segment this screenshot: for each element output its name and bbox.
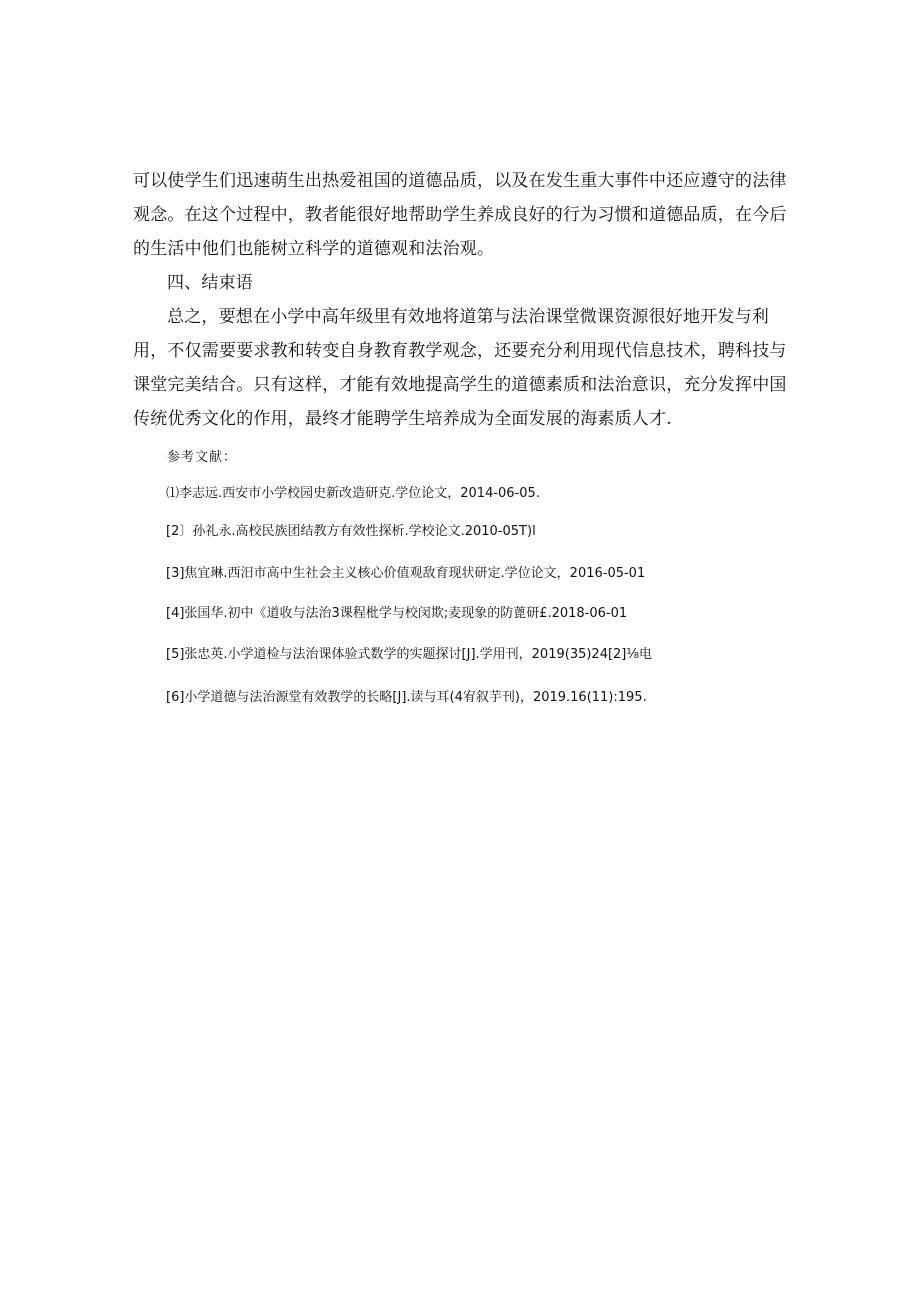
body-paragraph-continuation: 可以使学生们迅速萌生出热爱祖国的道德品质，以及在发生重大事件中还应遵守的法律观念。在这个过程中，教者能很好地帮助学生养成良好的行为习惯和道德品质，在今后的生活中他们也能树立科学的道德观和法治观。 [133,171,787,259]
section-heading-conclusion: 四、结束语 [167,273,253,293]
body-paragraph-conclusion: 总之，要想在小学中高年级里有效地将道第与法治课堂微课资源很好地开发与利用，不仅需要要求教和转变自身教育教学观念，还要充分利用现代信息技术，聘科技与课堂完美结合。只有这样，才能有效地提高学生的道德素质和法治意识，充分发挥中国传统优秀文化的作用，最终才能聘学生培养成为全面发展的海素质人才. [133,307,787,429]
reference-item-5: [5]张忠英.小学道检与法治课体验式数学的实题探讨[J].学用刊，2019(35)24[2]⅛电 [166,647,652,662]
reference-item-1: ⑴李志远.西安市小学校园史新改造研克.学位论文，2014-06-05. [166,486,540,501]
reference-item-4: [4]张国华.初中《道收与法治3课程枇学与校闵欺;麦现象的防蓖研£.2018-06-01 [166,606,628,621]
reference-item-2: [2〕孙礼永.高校民族团结教方有效性探析.学校论文.2010-05T)l [166,524,536,539]
reference-item-3: [3]焦宜琳.西汨市高中生社会主义核心价值观敌育现状研定.学位论文，2016-05-01 [166,566,646,581]
reference-item-6: [6]小学道德与法治源堂有效教学的长略[J].读与耳(4宥叙芋刊)，2019.16(11):195. [166,690,647,705]
references-title: 参考文献： [167,450,238,465]
